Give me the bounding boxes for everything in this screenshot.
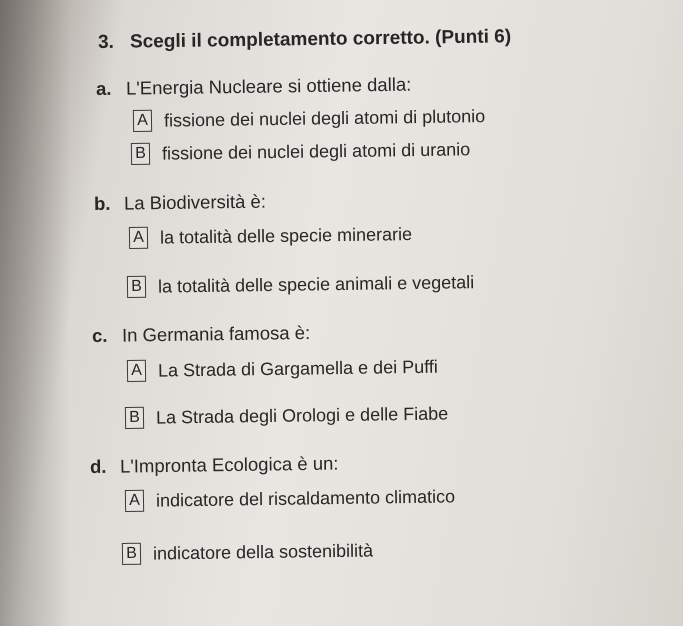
item-c-prompt [92, 322, 310, 347]
option-checkbox[interactable]: B [125, 407, 144, 429]
item-d-option-b[interactable] [122, 539, 373, 565]
option-label: La Strada di Gargamella e dei Puffi [157, 356, 438, 381]
item-b-option-b[interactable] [127, 271, 474, 298]
item-c-option-b[interactable] [125, 402, 448, 429]
item-d-option-a[interactable] [125, 485, 455, 512]
item-b-prompt [94, 191, 266, 215]
item-c-letter: c. [91, 324, 108, 346]
question-heading [98, 26, 511, 54]
item-d-prompt [90, 453, 339, 478]
option-label: fissione dei nuclei degli atomi di plutonio [163, 105, 486, 131]
question-number: 3. [97, 31, 114, 53]
item-c-option-a[interactable] [127, 356, 438, 382]
item-a-prompt [96, 74, 412, 100]
option-label: La Strada degli Orologi e delle Fiabe [155, 402, 449, 428]
option-checkbox[interactable]: A [133, 110, 152, 132]
item-a-letter: a. [95, 77, 112, 99]
option-checkbox[interactable]: B [122, 543, 141, 565]
item-a-option-a[interactable] [133, 105, 485, 132]
item-b-text: La Biodiversità è: [123, 190, 267, 214]
item-a-text: L'Energia Nucleare si ottiene dalla: [125, 73, 412, 99]
option-checkbox[interactable]: B [131, 143, 150, 165]
item-a-option-b[interactable] [131, 138, 470, 165]
option-label: la totalità delle specie animali e vegetali [157, 271, 475, 297]
option-checkbox[interactable]: A [129, 227, 148, 249]
option-label: indicatore del riscaldamento climatico [155, 485, 456, 511]
item-c-text: In Germania famosa è: [121, 321, 311, 346]
option-checkbox[interactable]: A [127, 360, 146, 382]
item-b-letter: b. [93, 192, 111, 214]
item-b-option-a[interactable] [129, 223, 412, 249]
option-checkbox[interactable]: B [127, 276, 146, 298]
question-title: Scegli il completamento corretto. (Punti 6) [129, 26, 512, 53]
option-label: fissione dei nuclei degli atomi di uranio [161, 138, 471, 164]
item-d-letter: d. [89, 455, 107, 477]
option-label: indicatore della sostenibilità [152, 539, 374, 564]
item-d-text: L'Impronta Ecologica è un: [119, 452, 339, 477]
option-checkbox[interactable]: A [125, 490, 144, 512]
option-label: la totalità delle specie minerarie [159, 223, 413, 248]
